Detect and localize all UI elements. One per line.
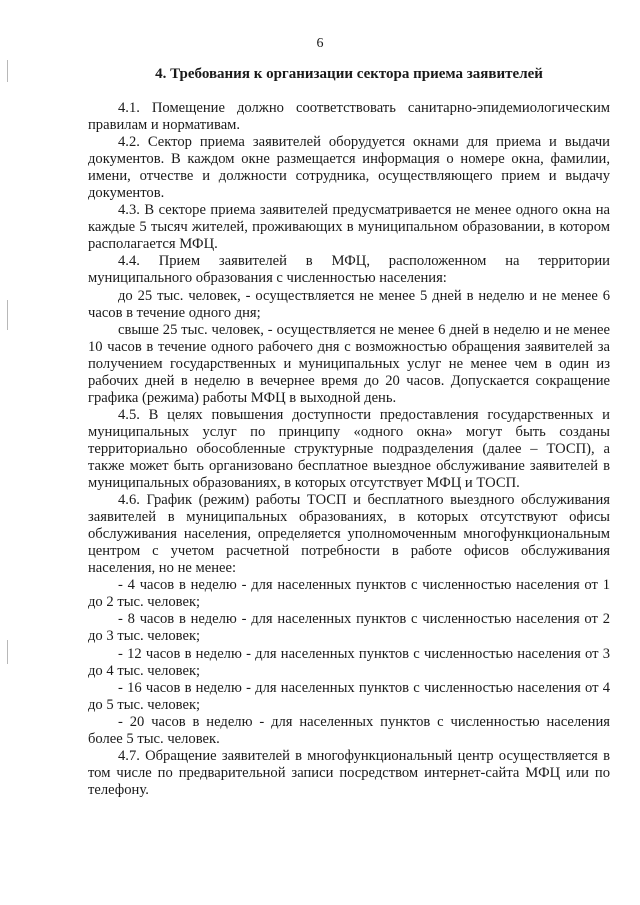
paragraph-4-7: 4.7. Обращение заявителей в многофункциональный центр осуществляется в том числе по предварительной записи посредством интернет-сайта МФЦ или по телефону. [88,747,610,798]
paragraph-4-6-item-4: - 16 часов в неделю - для населенных пунктов с численностью населения от 4 до 5 тыс. человек; [88,679,610,713]
paragraph-4-5: 4.5. В целях повышения доступности предоставления государственных и муниципальных услуг по принципу «одного окна» могут быть созданы территориально обособленные структурные подразделения (далее – ТОСП), а также может быть организовано бесплатное выездное обслуживание заявителей в муниципальных образованиях, в которых отсутствует МФЦ и ТОСП. [88,406,610,492]
paragraph-4-3: 4.3. В секторе приема заявителей предусматривается не менее одного окна на каждые 5 тысяч жителей, проживающих в муниципальном образовании, в котором располагается МФЦ. [88,202,610,253]
paragraph-4-6-item-5: - 20 часов в неделю - для населенных пунктов с численностью населения более 5 тыс. человек. [88,713,610,747]
paragraph-4-6-item-2: - 8 часов в неделю - для населенных пунктов с численностью населения от 2 до 3 тыс. человек; [88,611,610,645]
paragraph-4-6-item-1: - 4 часов в неделю - для населенных пунктов с численностью населения от 1 до 2 тыс. человек; [88,577,610,611]
scan-edge-mark-middle [7,300,8,330]
paragraph-4-4: 4.4. Прием заявителей в МФЦ, расположенном на территории муниципального образования с численностью населения: [88,253,610,287]
section-heading: 4. Требования к организации сектора приема заявителей [155,66,543,82]
document-body [88,100,610,799]
paragraph-4-2: 4.2. Сектор приема заявителей оборудуется окнами для приема и выдачи документов. В каждом окне размещается информация о номере окна, фамилии, имени, отчестве и должности сотрудника, осуществляющего прием и выдачу документов. [88,134,610,202]
scan-edge-mark-top [7,60,8,82]
paragraph-4-6-item-3: - 12 часов в неделю - для населенных пунктов с численностью населения от 3 до 4 тыс. человек; [88,645,610,679]
paragraph-4-4-item-1: до 25 тыс. человек, - осуществляется не менее 5 дней в неделю и не менее 6 часов в течение одного дня; [88,287,610,321]
scan-edge-mark-bottom [7,640,8,664]
paragraph-4-6: 4.6. График (режим) работы ТОСП и бесплатного выездного обслуживания заявителей в муниципальных образованиях, в которых отсутствуют офисы обслуживания населения, определяется уполномоченным многофункциональным центром с учетом расчетной потребности в работе офисов обслуживания населения, но не менее: [88,492,610,577]
paragraph-4-4-item-2: свыше 25 тыс. человек, - осуществляется не менее 6 дней в неделю и не менее 10 часов в течение одного рабочего дня с возможностью обращения заявителей за получением государственных и муниципальных услуг не менее чем в один из рабочих дней в неделю в вечернее время до 20 часов. Допускается сокращение графика (режима) работы МФЦ в выходной день. [88,321,610,406]
page-number: 6 [316,36,324,51]
paragraph-4-1: 4.1. Помещение должно соответствовать санитарно-эпидемиологическим правилам и нормативам. [88,100,610,134]
